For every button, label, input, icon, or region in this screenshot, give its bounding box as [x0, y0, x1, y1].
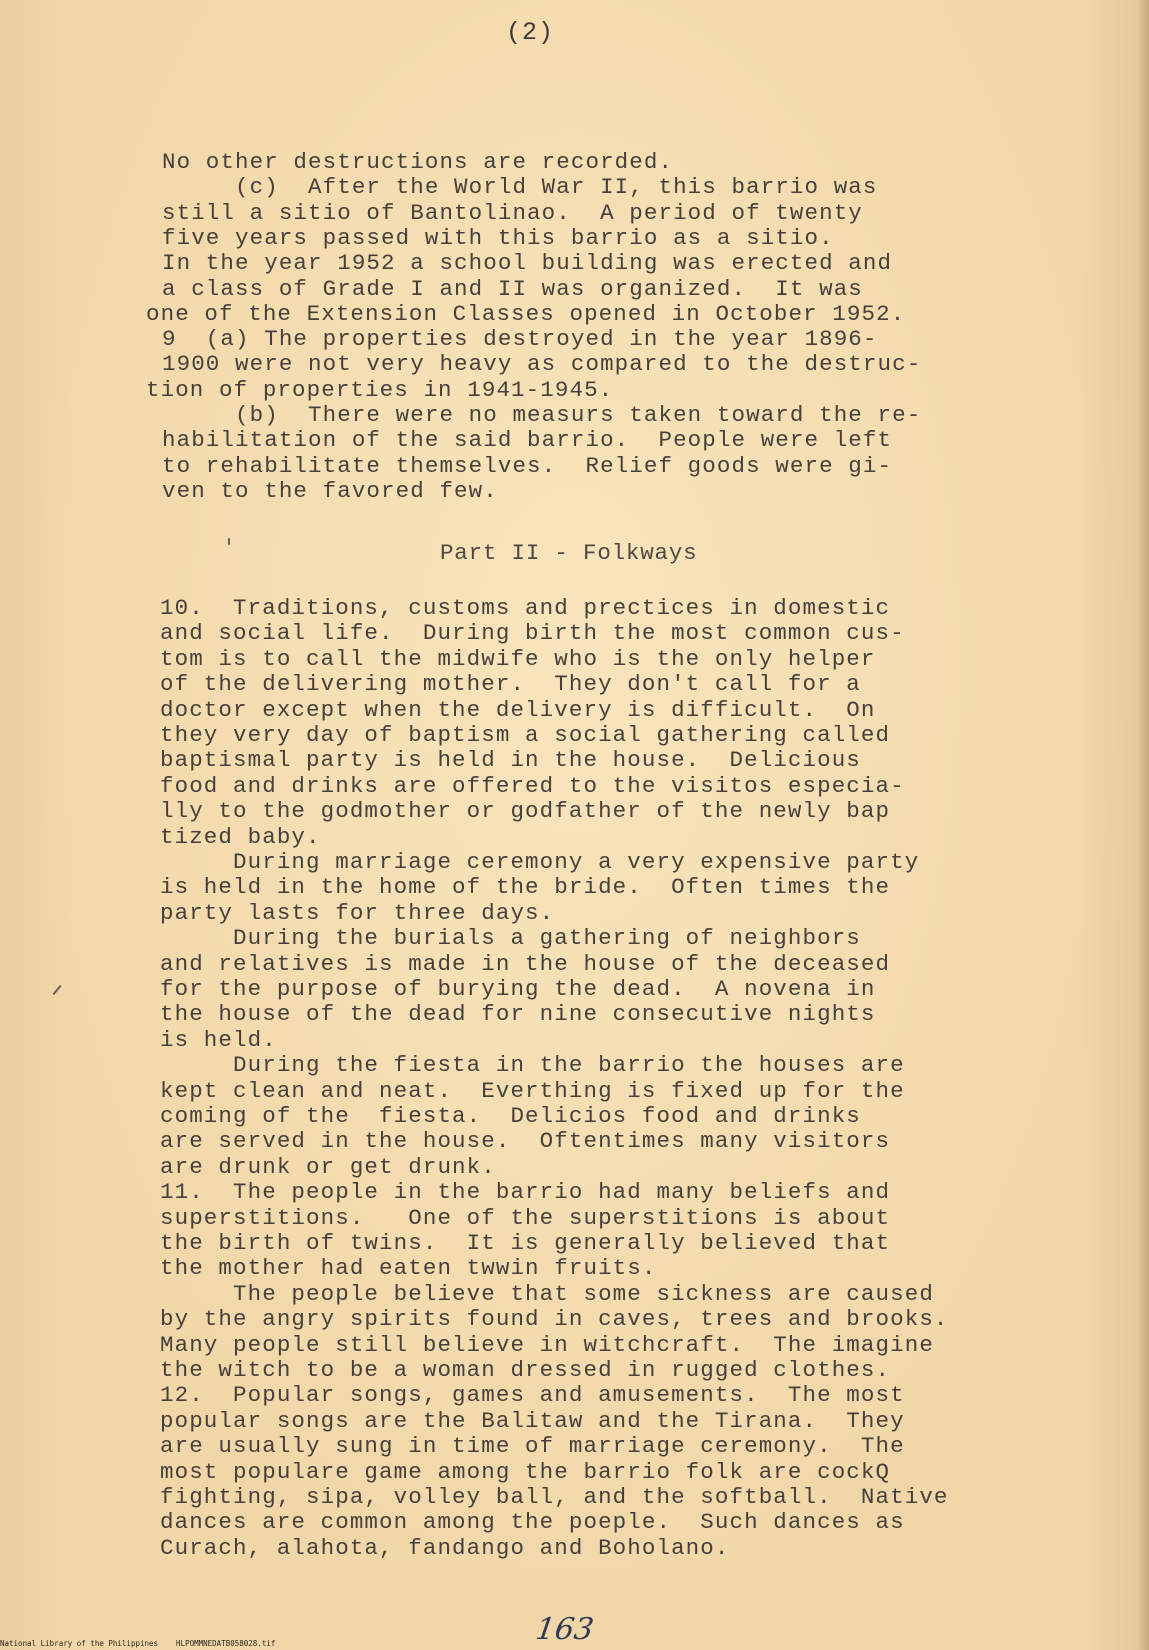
text-line: During marriage ceremony a very expensive party	[160, 849, 920, 875]
text-line: The people believe that some sickness are caused	[160, 1280, 934, 1307]
text-line: are drunk or get drunk.	[160, 1153, 496, 1180]
text-line: tized baby.	[160, 823, 321, 850]
text-line: Curach, alahota, fandango and Boholano.	[160, 1534, 730, 1561]
footer-file: HLPOMMNEDATB058028.tif	[176, 1639, 276, 1648]
text-line: by the angry spirits found in caves, trees and brooks.	[160, 1306, 949, 1333]
text-line: food and drinks are offered to the visitos especia-	[160, 772, 905, 799]
text-line: (b) There were no measurs taken toward the re-	[162, 402, 922, 428]
text-line: is held in the home of the bride. Often times the	[160, 874, 891, 901]
text-line: five years passed with this barrio as a sitio.	[162, 224, 834, 251]
page-edge-shadow	[1137, 0, 1149, 1650]
text-line: In the year 1952 a school building was erected and	[162, 250, 893, 277]
stray-mark	[52, 985, 61, 995]
text-line: tion of properties in 1941-1945.	[146, 376, 614, 403]
footer-source: National Library of the Philippines	[0, 1639, 159, 1648]
text-line: most populare game among the barrio folk are cockQ	[160, 1458, 891, 1485]
text-line: kept clean and neat. Everthing is fixed up for the	[160, 1077, 905, 1104]
section-title: Part II - Folkways	[440, 540, 698, 566]
text-line: are served in the house. Oftentimes many visitors	[160, 1128, 891, 1155]
text-line: the house of the dead for nine consecutive nights	[160, 1001, 876, 1028]
text-line: During the burials a gathering of neighbors	[160, 925, 861, 952]
page-number: (2)	[505, 18, 554, 47]
text-line: 1900 were not very heavy as compared to the destruc-	[162, 351, 922, 378]
text-line: and social life. During birth the most common cus-	[160, 620, 905, 647]
text-line: 12. Popular songs, games and amusements. The most	[160, 1382, 905, 1409]
text-line: lly to the godmother or godfather of the newly bap	[160, 798, 891, 825]
text-line: ven to the favored few.	[162, 477, 498, 504]
text-line: Many people still believe in witchcraft. The imagine	[160, 1331, 934, 1358]
text-line: 11. The people in the barrio had many beliefs and	[160, 1179, 891, 1206]
text-line: tom is to call the midwife who is the only helper	[160, 645, 876, 672]
text-line: party lasts for three days.	[160, 899, 555, 926]
text-line: of the delivering mother. They don't call for a	[160, 671, 861, 698]
text-line: one of the Extension Classes opened in October 1952.	[146, 300, 906, 327]
text-line: No other destructions are recorded.	[162, 149, 674, 175]
text-line: (c) After the World War II, this barrio was	[162, 174, 878, 201]
text-line: a class of Grade I and II was organized. It was	[162, 275, 863, 302]
text-line: 9 (a) The properties destroyed in the year 1896-	[162, 326, 878, 353]
text-line: baptismal party is held in the house. Delicious	[160, 747, 861, 774]
handwritten-page-number: 163	[533, 1612, 596, 1647]
text-line: the mother had eaten twwin fruits.	[160, 1255, 657, 1282]
text-line: 10. Traditions, customs and prectices in domestic	[160, 595, 891, 621]
text-line: doctor except when the delivery is difficult. On	[160, 696, 876, 723]
text-line: coming of the fiesta. Delicios food and drinks	[160, 1103, 861, 1129]
text-line: for the purpose of burying the dead. A novena in	[160, 976, 876, 1002]
text-line: habilitation of the said barrio. People were left	[162, 427, 893, 454]
text-line: the birth of twins. It is generally believed that	[160, 1230, 891, 1256]
text-line: they very day of baptism a social gathering called	[160, 722, 891, 748]
text-line: dances are common among the poeple. Such dances as	[160, 1509, 905, 1536]
text-line: is held.	[160, 1026, 277, 1053]
text-line: popular songs are the Balitaw and the Tirana. They	[160, 1407, 905, 1434]
text-line: to rehabilitate themselves. Relief goods were gi-	[162, 452, 893, 479]
text-line: and relatives is made in the house of the deceased	[160, 950, 891, 977]
stray-mark	[228, 538, 230, 545]
text-line: are usually sung in time of marriage ceremony. The	[160, 1433, 905, 1460]
text-line: fighting, sipa, volley ball, and the softball. Native	[160, 1484, 949, 1510]
scan-footer	[0, 1639, 1149, 1648]
text-line: superstitions. One of the superstitions is about	[160, 1204, 891, 1231]
text-line: the witch to be a woman dressed in rugged clothes.	[160, 1357, 891, 1383]
text-line: still a sitio of Bantolinao. A period of twenty	[162, 199, 863, 226]
text-line: During the fiesta in the barrio the houses are	[160, 1052, 905, 1079]
